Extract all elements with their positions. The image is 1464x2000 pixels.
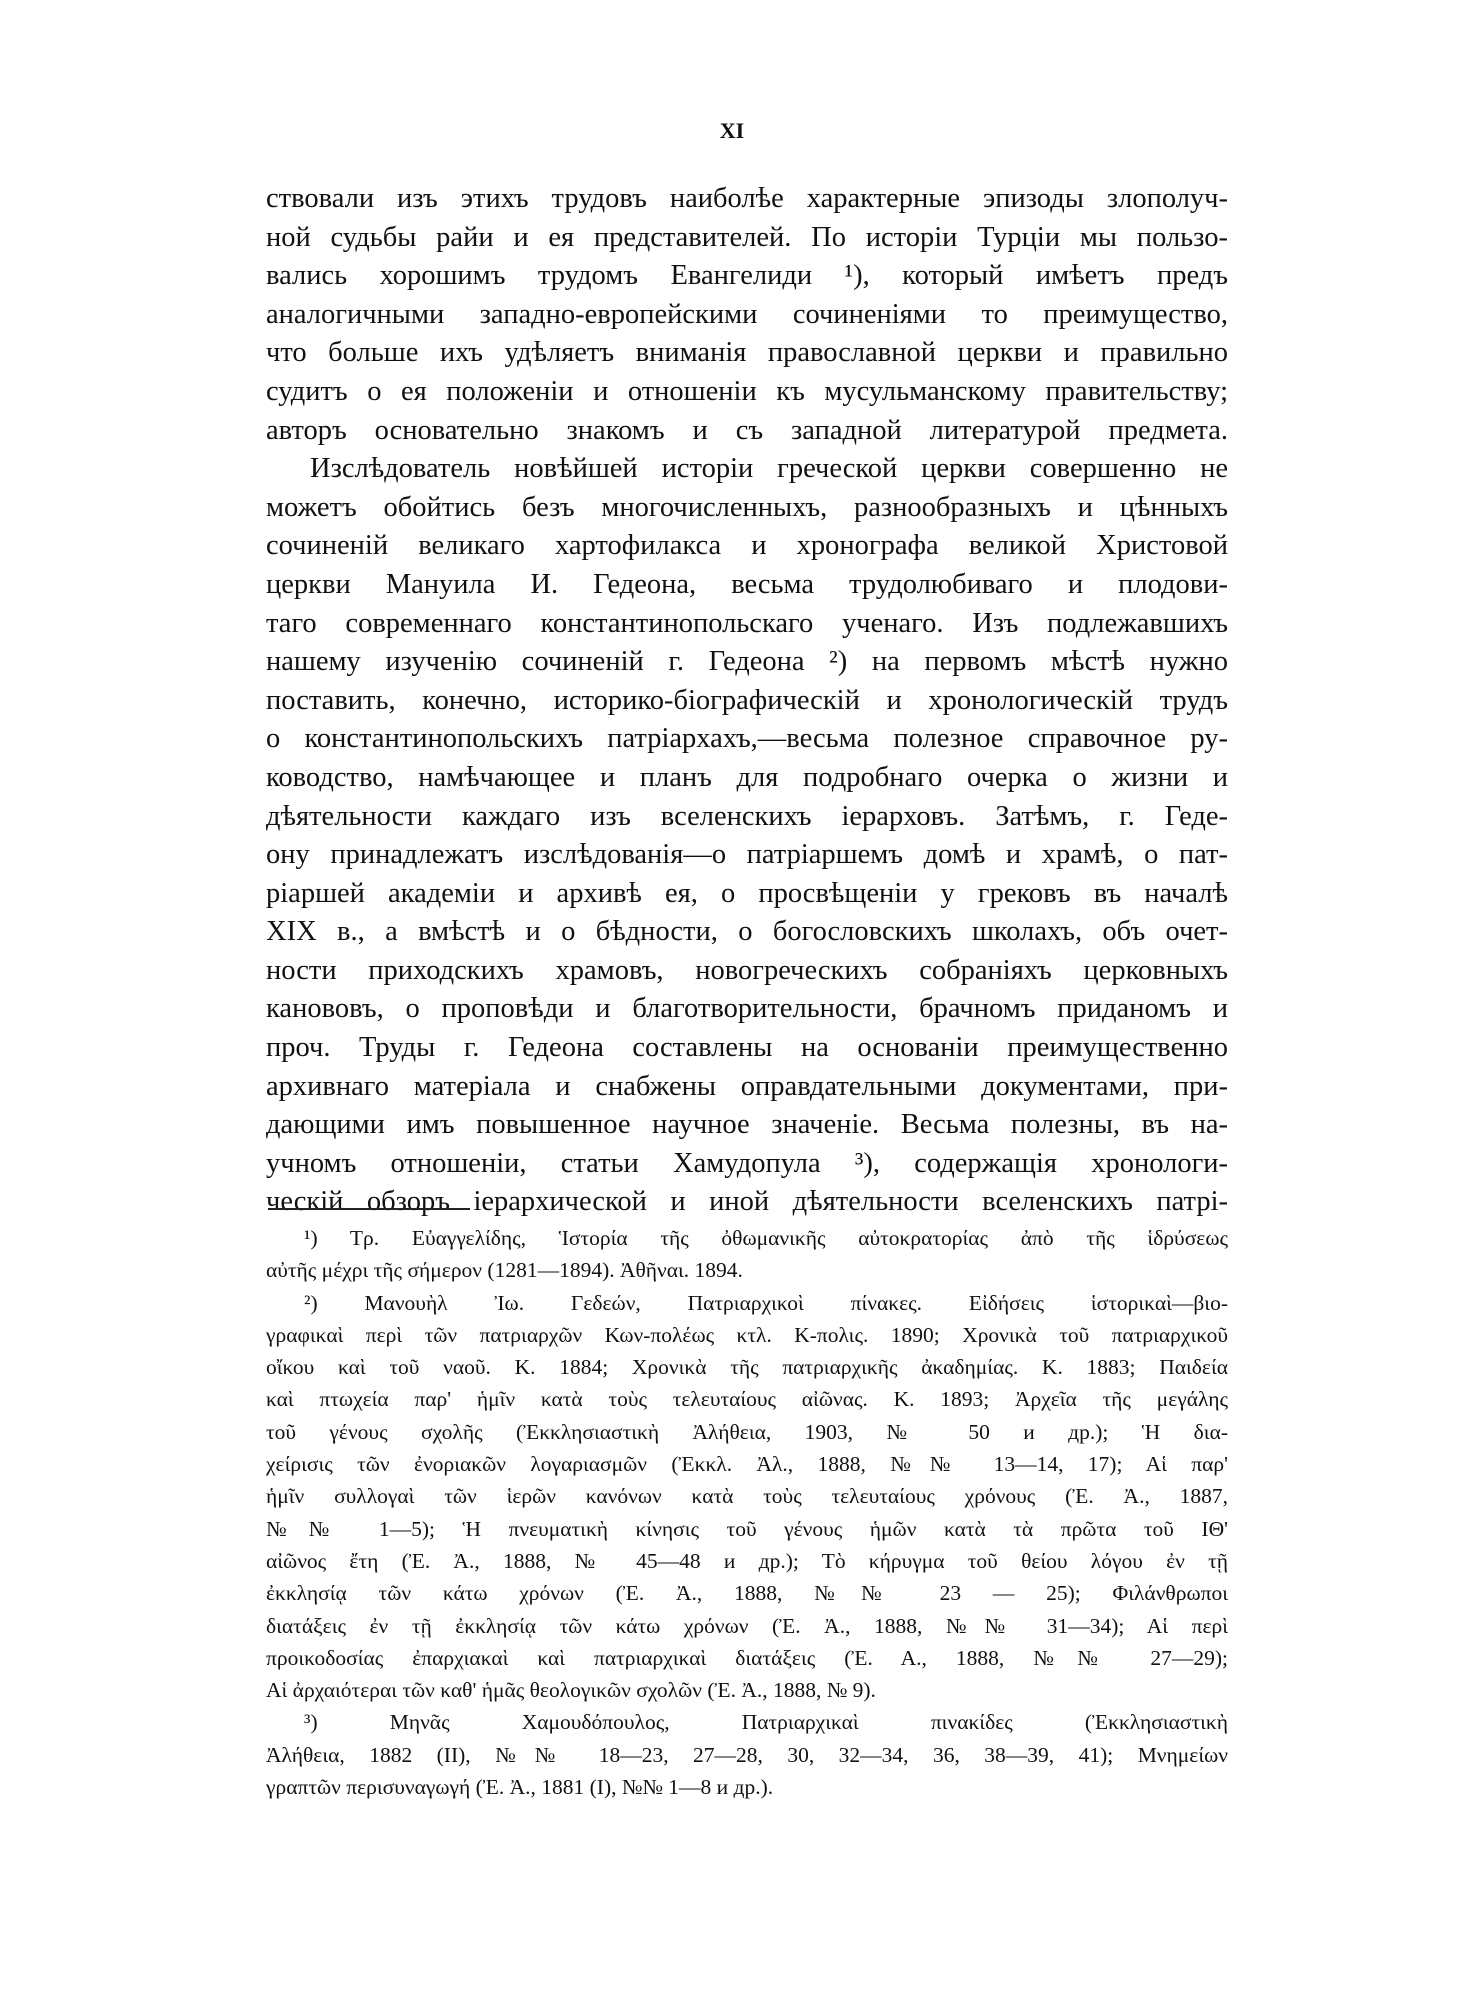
text-line: ности приходскихъ храмовъ, новогреческихъ собраніяхъ церковныхъ [266,954,1228,986]
text-line: о константинопольскихъ патріархахъ,—весьма полезное справочное ру- [266,723,1228,755]
footnote-line: προικοδοσίας ἐπαρχιακαὶ καὶ πατριαρχικαὶ διατάξεις (Ἐ. Α., 1888, №№ 27—29); [266,1645,1228,1670]
text-line: поставить, конечно, историко-біографическій и хронологическій трудъ [266,684,1228,716]
text-line: дѣятельности каждаго изъ вселенскихъ іерарховъ. Затѣмъ, г. Геде- [266,800,1228,832]
footnote-separator [268,1208,470,1210]
footnote-3 [266,1706,1228,1803]
text-line: ческій обзоръ іерархической и иной дѣятельности вселенскихъ патрі- [266,1186,1228,1218]
text-line: нашему изученію сочиненій г. Гедеона ²) на первомъ мѣстѣ нужно [266,646,1228,678]
paragraph-1 [266,180,1228,450]
footnote-line: ἐκκλησίᾳ τῶν κάτω χρόνων (Ἐ. Ἀ., 1888, №№ 23 — 25); Φιλάνθρωποι [266,1581,1228,1606]
footnote-line: οἴκου καὶ τοῦ ναοῦ. Κ. 1884; Χρονικὰ τῆς πατριαρχικῆς ἀκαδημίας. Κ. 1883; Παιδεία [266,1355,1228,1380]
text-line: сочиненій великаго хартофилакса и хронографа великой Христовой [266,530,1228,562]
text-line: архивнаго матеріала и снабжены оправдательными документами, при- [266,1070,1228,1102]
text-line: аналогичными западно-европейскими сочиненіями то преимущество, [266,298,1228,330]
footnote-line: ²) Μανουὴλ Ἰω. Γεδεών, Πατριαρχικοὶ πίνακες. Εἰδήσεις ἱστορικαὶ—βιο- [304,1290,1228,1315]
footnote-line: γραφικαὶ περὶ τῶν πατριαρχῶν Κων-πολέως κτλ. Κ-πολις. 1890; Χρονικὰ τοῦ πατριαρχικοῦ [266,1322,1228,1347]
text-line: учномъ отношеніи, статьи Хамудопула ³), содержащія хронологи- [266,1147,1228,1179]
text-line: ной судьбы райи и ея представителей. По исторіи Турціи мы пользо- [266,221,1228,253]
text-line: что больше ихъ удѣляетъ вниманія православной церкви и правильно [266,337,1228,369]
text-line: канововъ, о проповѣди и благотворительности, брачномъ приданомъ и [266,993,1228,1025]
text-line: вались хорошимъ трудомъ Евангелиди ¹), который имѣетъ предъ [266,260,1228,292]
text-line: судитъ о ея положеніи и отношеніи къ мусульманскому правительству; [266,375,1228,407]
footnote-line: αἰῶνος ἔτη (Ἐ. Ἀ., 1888, № 45—48 и др.); Τὸ κήρυγμα τοῦ θείου λόγου ἐν τῇ [266,1548,1228,1573]
footnote-1 [266,1222,1228,1287]
main-text [266,180,1228,1222]
text-line: ону принадлежатъ изслѣдованія—о патріаршемъ домѣ и храмѣ, о пат- [266,839,1228,871]
text-line: ріаршей академіи и архивѣ ея, о просвѣщеніи у грековъ въ началѣ [266,877,1228,909]
footnote-line: τοῦ γένους σχολῆς (Ἐκκλησιαστικὴ Ἀλήθεια, 1903, № 50 и др.); Ἡ δια- [266,1419,1228,1444]
text-line: Изслѣдователь новѣйшей исторіи греческой церкви совершенно не [310,453,1228,485]
footnote-line: Αἱ ἀρχαιότεραι τῶν καθ' ἡμᾶς θεολογικῶν σχολῶν (Ἐ. Ἀ., 1888, № 9). [266,1678,876,1703]
footnote-line: γραπτῶν περισυναγωγή (Ἐ. Ἀ., 1881 (I), №№ 1—8 и др.). [266,1775,774,1800]
footnote-line: ἡμῖν συλλογαὶ τῶν ἱερῶν κανόνων κατὰ τοὺς τελευταίους χρόνους (Ἐ. Ἀ., 1887, [266,1484,1228,1509]
text-line: авторъ основательно знакомъ и съ западной литературой предмета. [266,414,1228,446]
page-number: XI [719,118,745,143]
footnote-line: διατάξεις ἐν τῇ ἐκκλησίᾳ τῶν κάτω χρόνων (Ἐ. Ἀ., 1888, №№ 31—34); Αἱ περὶ [266,1613,1228,1638]
footnote-line: ¹) Τρ. Εὐαγγελίδης, Ἱστορία τῆς ὀθωμανικῆς αὐτοκρατορίας ἀπὸ τῆς ἱδρύσεως [304,1226,1228,1250]
footnote-line: ³) Μηνᾶς Χαμουδόπουλος, Πατριαρχικαὶ πινακίδες (Ἐκκλησιαστικὴ [304,1710,1228,1735]
text-line: ководство, намѣчающее и планъ для подробнаго очерка о жизни и [266,761,1228,793]
paragraph-2 [266,450,1228,1222]
footnote-line: №№ 1—5); Ἡ πνευματικὴ κίνησις τοῦ γένους ἡμῶν κατὰ τὰ πρῶτα τοῦ ΙΘ' [266,1516,1228,1541]
text-line: можетъ обойтись безъ многочисленныхъ, разнообразныхъ и цѣнныхъ [266,491,1228,523]
text-line: ствовали изъ этихъ трудовъ наиболѣе характерные эпизоды злополуч- [266,183,1228,214]
text-line: проч. Труды г. Гедеона составлены на основаніи преимущественно [266,1032,1228,1064]
text-line: дающими имъ повышенное научное значеніе. Весьма полезны, въ на- [266,1109,1228,1141]
text-line: XIX в., а вмѣстѣ и о бѣдности, о богословскихъ школахъ, объ очет- [266,916,1228,948]
text-line: таго современнаго константинопольскаго ученаго. Изъ подлежавшихъ [266,607,1228,639]
footnotes [266,1222,1228,1803]
footnote-line: Ἀλήθεια, 1882 (II), №№ 18—23, 27—28, 30, 32—34, 36, 38—39, 41); Μνημείων [266,1742,1228,1767]
footnote-line: καὶ πτωχεία παρ' ἡμῖν κατὰ τοὺς τελευταίους αἰῶνας. Κ. 1893; Ἀρχεῖα τῆς μεγάλης [266,1387,1228,1412]
footnote-line: αὐτῆς μέχρι τῆς σήμερον (1281—1894). Ἀθῆναι. 1894. [266,1258,743,1283]
footnote-2 [266,1287,1228,1707]
text-line: церкви Мануила И. Гедеона, весьма трудолюбиваго и плодови- [266,568,1228,600]
footnote-line: χείρισις τῶν ἐνοριακῶν λογαριασμῶν (Ἐκκλ. Ἀλ., 1888, №№ 13—14, 17); Αἱ παρ' [266,1452,1228,1477]
